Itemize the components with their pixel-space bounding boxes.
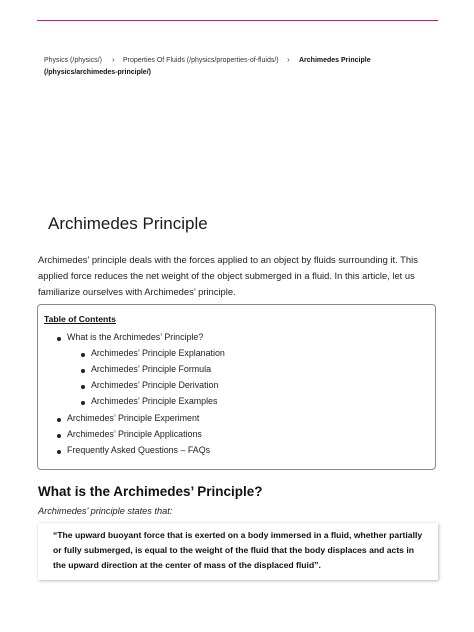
chevron-right-icon: › (112, 55, 115, 64)
toc-title: Table of Contents (44, 314, 116, 324)
bullet-icon (81, 401, 85, 405)
toc-link[interactable]: What is the Archimedes’ Principle? (67, 332, 204, 342)
principle-quote-text: “The upward buoyant force that is exerted on a body immersed in a fluid, whether partially or fully submerged, is equal to the weight of the fluid that the body displaces and acts in the upward direction at the center of mass of the displaced fluid”. (53, 530, 423, 570)
toc-link[interactable]: Archimedes’ Principle Applications (67, 429, 202, 439)
toc-link[interactable]: Archimedes’ Principle Examples (91, 396, 218, 406)
bullet-icon (81, 385, 85, 389)
bullet-icon (57, 450, 61, 454)
breadcrumb-link-properties-of-fluids[interactable]: Properties Of Fluids (/physics/properties-of-fluids/) (123, 57, 279, 64)
principle-intro-text: Archimedes’ principle states that: (38, 506, 173, 516)
page-title: Archimedes Principle (48, 214, 208, 233)
toc-link[interactable]: Archimedes’ Principle Explanation (91, 348, 225, 358)
top-accent-rule (37, 20, 438, 21)
toc-link[interactable]: Frequently Asked Questions – FAQs (67, 445, 211, 455)
bullet-icon (81, 369, 85, 373)
bullet-icon (57, 418, 61, 422)
chevron-right-icon: › (287, 55, 290, 64)
principle-quote-box (38, 523, 438, 580)
table-of-contents (37, 304, 436, 470)
section-heading: What is the Archimedes’ Principle? (38, 484, 263, 499)
toc-link[interactable]: Archimedes’ Principle Derivation (91, 380, 219, 390)
breadcrumb-current-page-url: (/physics/archimedes-principle/) (44, 69, 151, 76)
breadcrumb-current-page: Archimedes Principle (299, 57, 371, 64)
intro-paragraph: Archimedes’ principle deals with the forces applied to an object by fluids surrounding it. This applied force reduces the net weight of the object submerged in a fluid. In this article, let us familiarize ourselves with Archimedes’ principle. (38, 254, 418, 297)
bullet-icon (57, 337, 61, 341)
toc-link[interactable]: Archimedes’ Principle Experiment (67, 413, 200, 423)
bullet-icon (57, 434, 61, 438)
bullet-icon (81, 353, 85, 357)
breadcrumb-link-physics[interactable]: Physics (/physics/) (44, 57, 102, 64)
toc-link[interactable]: Archimedes’ Principle Formula (91, 364, 212, 374)
